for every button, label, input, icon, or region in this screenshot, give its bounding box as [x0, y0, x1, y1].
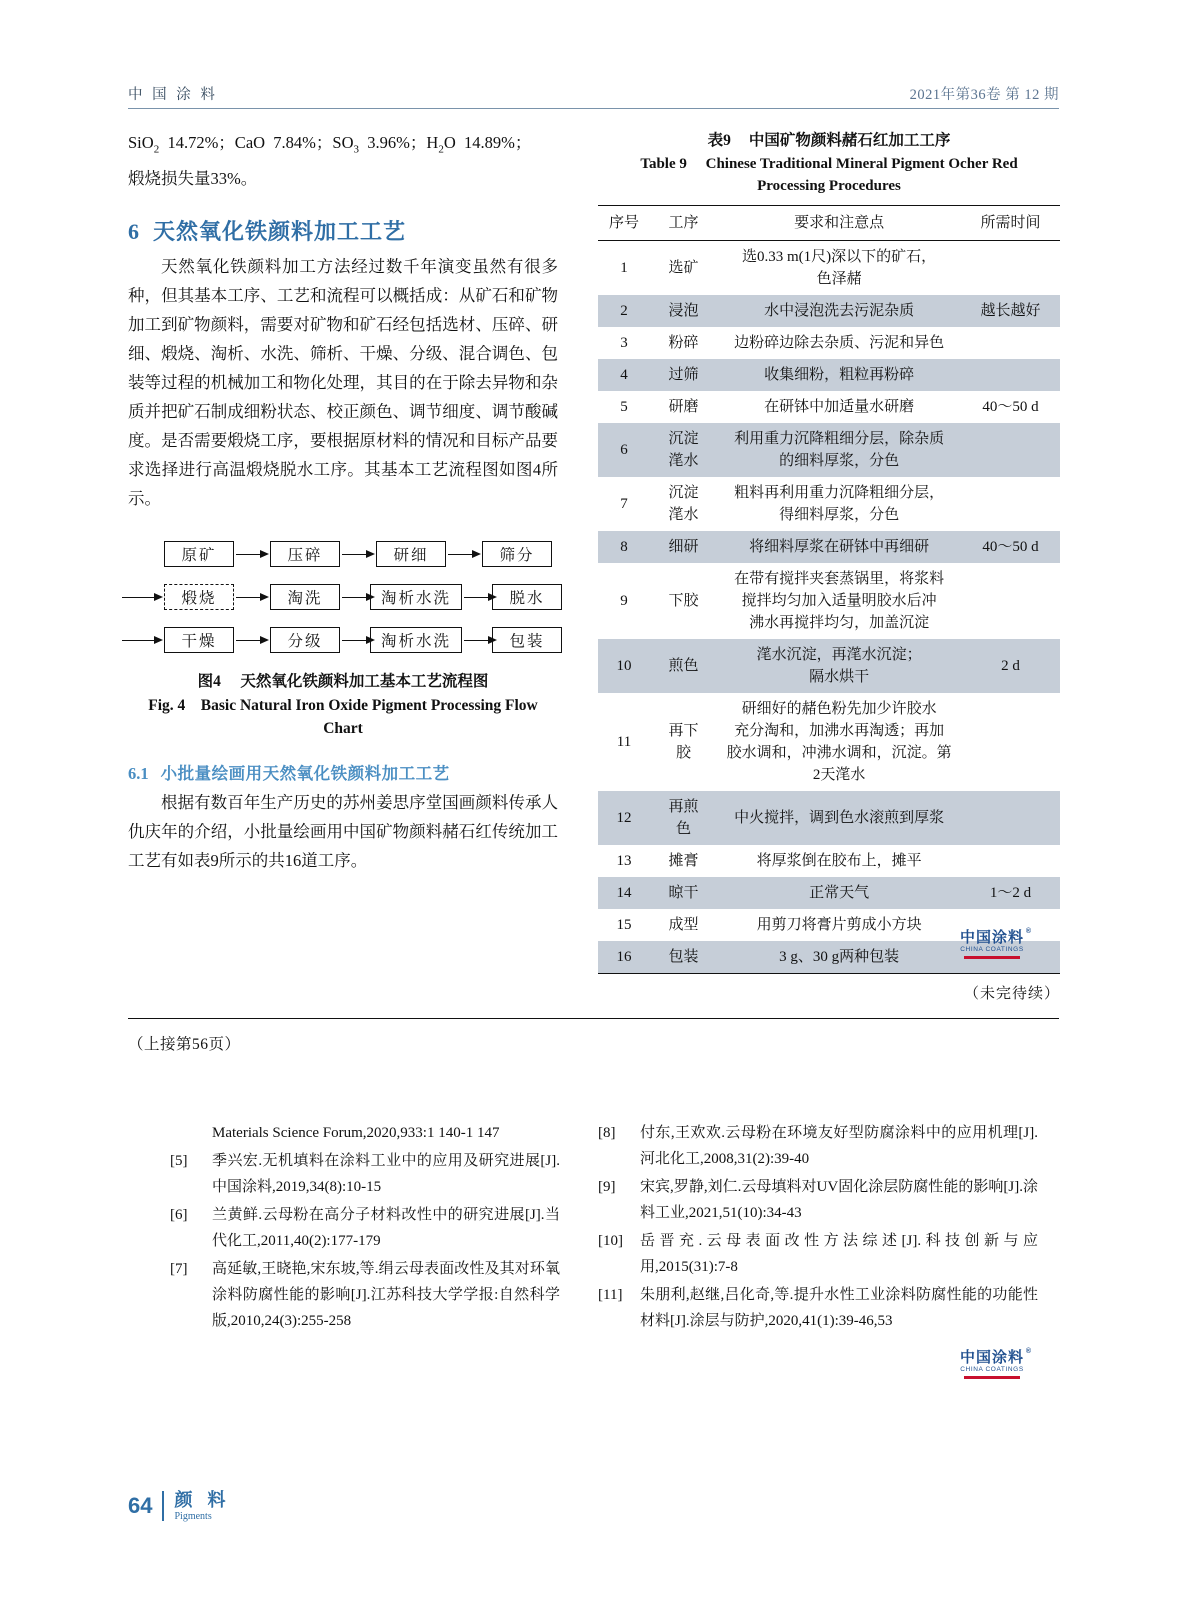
cell-seq: 1 — [620, 260, 628, 276]
cell-time — [961, 241, 1060, 296]
reference-item — [170, 1256, 560, 1334]
cell-requirements: 将厚浆倒在胶布上，摊平 — [756, 853, 922, 869]
cell-seq: 7 — [620, 496, 628, 512]
footer-divider — [162, 1491, 164, 1521]
cell-process: 成型 — [668, 917, 699, 933]
reference-text: 岳晋充.云母表面改性方法综述[J].科技创新与应用,2015(31):7-8 — [640, 1233, 1038, 1275]
references-right — [598, 1120, 1038, 1336]
flow-node-calcine: 煅烧 — [164, 584, 234, 610]
cell-process: 再下 胶 — [668, 723, 699, 761]
footer-label-cn: 颜 料 — [174, 1489, 231, 1510]
figure-title-en-line1: Basic Natural Iron Oxide Pigment Processing Flow — [200, 697, 538, 715]
cell-time — [961, 327, 1060, 359]
figure-number-en: Fig. 4 — [148, 697, 186, 715]
page-footer — [128, 1490, 231, 1522]
section-divider — [128, 1018, 1059, 1019]
cell-seq: 6 — [598, 423, 650, 477]
process-flow-chart — [128, 539, 558, 655]
cell-seq: 2 — [598, 295, 650, 327]
table-title-cn — [598, 128, 1060, 150]
cell-seq: 15 — [616, 917, 632, 933]
flow-row-2 — [122, 582, 558, 612]
cell-time — [961, 477, 1060, 531]
cell-requirements: 收集细粉，粗粒再粉碎 — [717, 359, 961, 391]
cell-requirements: 正常天气 — [717, 877, 961, 909]
flow-node-grind: 研细 — [376, 541, 446, 567]
cell-time: 40～50 d — [982, 399, 1039, 415]
arrow-icon — [340, 635, 370, 645]
column-header-seq: 序号 — [598, 206, 650, 241]
composition-line-2: 煅烧损失量33%。 — [128, 169, 258, 189]
cell-time: 越长越好 — [961, 295, 1060, 327]
reference-number: [6] — [170, 1207, 188, 1223]
flow-node-elutriate-wash-2: 淘析水洗 — [370, 627, 462, 653]
table-row — [598, 295, 1060, 327]
left-column — [128, 128, 558, 875]
cell-process: 包装 — [650, 941, 717, 974]
cell-requirements: 在研钵中加适量水研磨 — [764, 399, 915, 415]
cell-seq: 14 — [598, 877, 650, 909]
logo-text-cn — [960, 928, 1033, 946]
cell-time — [961, 693, 1060, 791]
continuation-note: （上接第56页） — [128, 1036, 241, 1053]
footer-label — [174, 1490, 230, 1522]
cell-seq: 11 — [616, 734, 632, 750]
cell-time — [961, 563, 1060, 639]
page-number: 64 — [128, 1492, 153, 1518]
cell-time — [961, 791, 1060, 845]
table-row — [598, 391, 1060, 423]
cell-seq: 5 — [620, 399, 628, 415]
cell-seq: 8 — [598, 531, 650, 563]
cell-process: 粉碎 — [668, 335, 699, 351]
flow-node-crush: 压碎 — [270, 541, 340, 567]
cell-seq: 13 — [616, 853, 632, 869]
table-row — [598, 531, 1060, 563]
arrow-icon — [462, 592, 492, 602]
cell-seq: 10 — [598, 639, 650, 693]
issue-info: 2021年第36卷 第 12 期 — [909, 87, 1059, 103]
reference-number: [10] — [598, 1233, 623, 1249]
table-row — [598, 791, 1060, 845]
logo-bar — [964, 1376, 1020, 1379]
cell-requirements: 粗料再利用重力沉降粗细分层， 得细料厚浆，分色 — [734, 485, 945, 523]
table-title-en-line1: Chinese Traditional Mineral Pigment Ocher Red — [705, 156, 1018, 172]
table-header-row — [598, 206, 1060, 241]
reference-number: [5] — [170, 1153, 188, 1169]
reference-number — [170, 1120, 204, 1146]
table-number-en: Table 9 — [640, 156, 687, 172]
section-number: 6 — [128, 219, 139, 245]
arrow-icon — [234, 549, 270, 559]
flow-node-package: 包装 — [492, 627, 562, 653]
table-row — [598, 241, 1060, 296]
column-header-time: 所需时间 — [961, 206, 1060, 241]
table-row — [598, 563, 1060, 639]
cell-requirements: 水中浸泡洗去污泥杂质 — [717, 295, 961, 327]
table-row — [598, 477, 1060, 531]
reference-text: 季兴宏.无机填料在涂料工业中的应用及研究进展[J].中国涂料,2019,34(8):10-15 — [212, 1153, 560, 1195]
cell-seq: 9 — [620, 593, 628, 609]
reference-item — [170, 1120, 560, 1146]
reference-item — [170, 1148, 560, 1200]
table-row — [598, 327, 1060, 359]
flow-node-ore: 原矿 — [164, 541, 234, 567]
figure-caption-en — [128, 694, 558, 740]
flow-row-1 — [164, 539, 558, 569]
reference-item — [598, 1120, 1038, 1172]
table-row — [598, 423, 1060, 477]
footer-label-en: Pigments — [174, 1510, 212, 1522]
cell-requirements: 中火搅拌，调到色水滚煎到厚浆 — [717, 791, 961, 845]
flow-row-3 — [122, 625, 558, 655]
logo-bar — [964, 956, 1020, 959]
flow-node-elutriate-wash: 淘析水洗 — [370, 584, 462, 610]
composition-line-1: SiO$_2$ 14.72%；CaO 7.84%；$SO_3$ 3.96%；$H_2O$ 14.89%； — [128, 133, 532, 156]
cell-requirements: 3 g、30 g两种包装 — [717, 941, 961, 974]
table-body — [598, 241, 1060, 974]
arrow-icon — [462, 635, 492, 645]
reference-number: [11] — [598, 1287, 623, 1303]
reference-text: 朱朋利,赵继,吕化奇,等.提升水性工业涂料防腐性能的功能性材料[J].涂层与防护,2020,41(1):39-46,53 — [640, 1287, 1038, 1329]
figure-title-en-line2: Chart — [323, 720, 363, 738]
flow-node-dry: 干燥 — [164, 627, 234, 653]
cell-process: 沉淀 滗水 — [650, 423, 717, 477]
subsection-heading — [128, 760, 558, 784]
cell-process: 晾干 — [650, 877, 717, 909]
brand-logo-bottom — [960, 1348, 1033, 1379]
figure-title-cn: 天然氧化铁颜料加工基本工艺流程图 — [240, 673, 489, 691]
logo-text-en: CHINA COATINGS — [960, 946, 1024, 953]
figure-caption-cn — [128, 669, 558, 691]
cell-process: 过筛 — [650, 359, 717, 391]
table-row — [598, 359, 1060, 391]
reference-item — [598, 1174, 1038, 1226]
cell-time — [961, 359, 1060, 391]
reference-text: 高延敏,王晓艳,宋东坡,等.绢云母表面改性及其对环氧涂料防腐性能的影响[J].江苏科技大学学报:自然科学版,2010,24(3):255-258 — [212, 1261, 560, 1329]
cell-requirements: 选0.33 m(1尺)深以下的矿石， 色泽赭 — [741, 249, 937, 287]
table-title-text-cn: 中国矿物颜料赭石红加工工序 — [748, 132, 951, 149]
logo-trademark: ® — [1025, 1348, 1033, 1355]
arrow-icon — [234, 592, 270, 602]
table-continuation-note: （未完待续） — [963, 986, 1060, 1002]
cell-requirements: 边粉碎边除去杂质、污泥和异色 — [734, 335, 945, 351]
figure-number-cn: 图4 — [197, 673, 221, 691]
logo-cn-label: 中国涂料 — [960, 929, 1025, 946]
reference-text: 宋宾,罗静,刘仁.云母填料对UV固化涂层防腐性能的影响[J].涂料工业,2021,51(10):34-43 — [640, 1179, 1038, 1221]
reference-text: 付东,王欢欢.云母粉在环境友好型防腐涂料中的应用机理[J].河北化工,2008,31(2):39-40 — [640, 1125, 1038, 1167]
brand-logo-top — [960, 928, 1033, 959]
reference-item — [598, 1228, 1038, 1280]
table-row — [598, 877, 1060, 909]
cell-process: 细研 — [650, 531, 717, 563]
cell-requirements: 滗水沉淀，再滗水沉淀； 隔水烘干 — [717, 639, 961, 693]
logo-trademark: ® — [1025, 928, 1033, 935]
logo-text-en: CHINA COATINGS — [960, 1366, 1024, 1373]
cell-process: 研磨 — [668, 399, 699, 415]
cell-seq: 4 — [598, 359, 650, 391]
cell-requirements: 将细料厚浆在研钵中再细研 — [717, 531, 961, 563]
arrow-icon — [340, 549, 376, 559]
right-column — [598, 128, 1060, 1003]
cell-process: 下胶 — [668, 593, 699, 609]
cell-time: 2 d — [961, 639, 1060, 693]
reference-text: Materials Science Forum,2020,933:1 140-1 147 — [212, 1125, 500, 1141]
reference-number: [9] — [598, 1179, 616, 1195]
journal-name: 中 国 涂 料 — [128, 87, 218, 103]
page-header — [128, 78, 1059, 104]
table-title-en-line2: Processing Procedures — [757, 178, 901, 194]
table-number-cn: 表9 — [707, 132, 731, 149]
header-divider — [128, 108, 1059, 109]
cell-process: 再煎 色 — [650, 791, 717, 845]
subsection-number: 6.1 — [128, 764, 149, 784]
arrow-icon — [122, 635, 164, 645]
section-heading — [128, 215, 558, 246]
references-left — [170, 1120, 560, 1336]
cell-process: 煎色 — [650, 639, 717, 693]
arrow-icon — [340, 592, 370, 602]
column-header-requirements: 要求和注意点 — [717, 206, 961, 241]
table-title-en — [598, 153, 1060, 197]
cell-seq: 16 — [598, 941, 650, 974]
table-row — [598, 693, 1060, 791]
logo-cn-label: 中国涂料 — [960, 1349, 1025, 1366]
subsection-paragraph: 根据有数百年生产历史的苏州姜思序堂国画颜料传承人仇庆年的介绍，小批量绘画用中国矿物颜料赭石红传统加工工艺有如表9所示的共16道工序。 — [128, 793, 558, 871]
arrow-icon — [446, 549, 482, 559]
cell-process: 沉淀 滗水 — [668, 485, 699, 523]
flow-node-wash: 淘洗 — [270, 584, 340, 610]
cell-seq: 3 — [620, 335, 628, 351]
reference-text: 兰黄鲜.云母粉在高分子材料改性中的研究进展[J].当代化工,2011,40(2):177-179 — [212, 1207, 560, 1249]
arrow-icon — [122, 592, 164, 602]
table-row — [598, 639, 1060, 693]
section-paragraph: 天然氧化铁颜料加工方法经过数千年演变虽然有很多种，但其基本工序、工艺和流程可以概括成：从矿石和矿物加工到矿物颜料，需要对矿物和矿石经包括选材、压碎、研细、煅烧、淘析、水洗、筛析、干燥、分级、混合调色、包装等过程的机械加工和物化处理，其目的在于除去异物和杂质并把矿石制成细粉状态、校正颜色、调节细度、调节酸碱度。是否需要煅烧工序，要根据原材料的情况和目标产品要求选择进行高温煅烧脱水工序。其基本工艺流程图如图4所示。 — [128, 257, 558, 509]
cell-requirements: 用剪刀将膏片剪成小方块 — [756, 917, 922, 933]
arrow-icon — [234, 635, 270, 645]
column-header-process: 工序 — [650, 206, 717, 241]
cell-time — [961, 845, 1060, 877]
cell-requirements: 利用重力沉降粗细分层，除杂质 的细料厚浆，分色 — [717, 423, 961, 477]
section-title: 天然氧化铁颜料加工工艺 — [153, 219, 407, 245]
reference-item — [598, 1282, 1038, 1334]
cell-process: 摊膏 — [668, 853, 699, 869]
flow-node-classify: 分级 — [270, 627, 340, 653]
flow-node-dehydrate: 脱水 — [492, 584, 562, 610]
table-row — [598, 845, 1060, 877]
logo-text-cn — [960, 1348, 1033, 1366]
subsection-title: 小批量绘画用天然氧化铁颜料加工工艺 — [160, 765, 450, 784]
reference-number: [7] — [170, 1261, 188, 1277]
flow-node-screen: 筛分 — [482, 541, 552, 567]
reference-item — [170, 1202, 560, 1254]
cell-time: 1～2 d — [961, 877, 1060, 909]
cell-seq: 12 — [598, 791, 650, 845]
cell-process: 浸泡 — [650, 295, 717, 327]
cell-requirements: 研细好的赭色粉先加少许胶水 充分淘和，加沸水再淘透；再加 胶水调和，冲沸水调和，沉淀。第 2天滗水 — [726, 701, 952, 783]
processing-procedures-table — [598, 205, 1060, 974]
cell-time: 40～50 d — [961, 531, 1060, 563]
cell-time — [961, 423, 1060, 477]
cell-requirements: 在带有搅拌夹套蒸锅里，将浆料 搅拌均匀加入适量明胶水后冲 沸水再搅拌均匀，加盖沉淀 — [734, 571, 945, 631]
reference-number: [8] — [598, 1125, 616, 1141]
cell-process: 选矿 — [668, 260, 699, 276]
